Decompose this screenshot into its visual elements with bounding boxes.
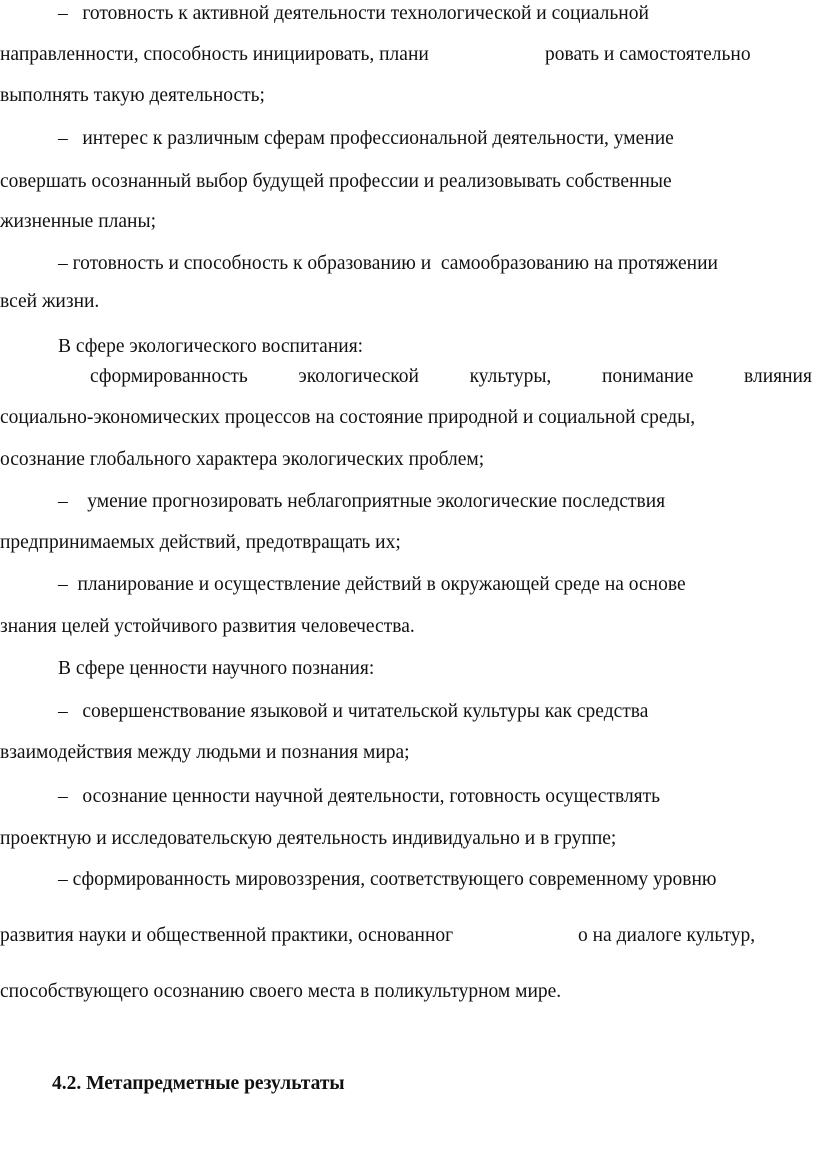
list-item: – совершенствование языковой и читательской культуры как средства <box>58 701 649 722</box>
text-line: осознание глобального характера экологических проблем; <box>0 449 485 470</box>
text-line: развития науки и общественной практики, основанног <box>0 925 454 946</box>
word: влияния <box>744 366 812 387</box>
section-heading: 4.2. Метапредметные результаты <box>52 1073 345 1094</box>
word: экологической <box>298 366 419 387</box>
text-line: направленности, способность инициировать, плани <box>0 44 429 65</box>
list-item: – умение прогнозировать неблагоприятные экологические последствия <box>58 491 666 512</box>
justified-line <box>90 365 812 389</box>
text-line: знания целей устойчивого развития человечества. <box>0 616 415 637</box>
text-line: предпринимаемых действий, предотвращать их; <box>0 532 401 553</box>
text-line: ровать и самостоятельно <box>545 44 751 65</box>
text-line: способствующего осознанию своего места в поликультурном мире. <box>0 981 562 1002</box>
list-item: – интерес к различным сферам профессиональной деятельности, умение <box>58 128 674 149</box>
text-line: жизненные планы; <box>0 211 156 232</box>
word: понимание <box>601 366 694 387</box>
text-line: социально-экономических процессов на состояние природной и социальной среды, <box>0 407 696 428</box>
list-item: – осознание ценности научной деятельности, готовность осуществлять <box>58 786 661 807</box>
text-line: всей жизни. <box>0 291 100 312</box>
text-line: о на диалоге культур, <box>578 925 756 946</box>
list-item: – сформированность мировоззрения, соответствующего современному уровню <box>58 869 717 890</box>
text-line: совершать осознанный выбор будущей профессии и реализовывать собственные <box>0 171 672 192</box>
list-item: – планирование и осуществление действий в окружающей среде на основе <box>58 574 686 595</box>
section-subheading: В сфере экологического воспитания: <box>58 336 364 357</box>
list-item: – готовность и способность к образованию и самообразованию на протяжении <box>58 253 718 274</box>
list-item: – готовность к активной деятельности технологической и социальной <box>58 3 649 24</box>
word: сформированность <box>90 366 248 387</box>
text-line: выполнять такую деятельность; <box>0 85 265 106</box>
word: культуры, <box>469 366 552 387</box>
section-subheading: В сфере ценности научного познания: <box>58 658 375 679</box>
text-line: проектную и исследовательскую деятельность индивидуально и в группе; <box>0 828 617 849</box>
text-line: взаимодействия между людьми и познания мира; <box>0 742 410 763</box>
